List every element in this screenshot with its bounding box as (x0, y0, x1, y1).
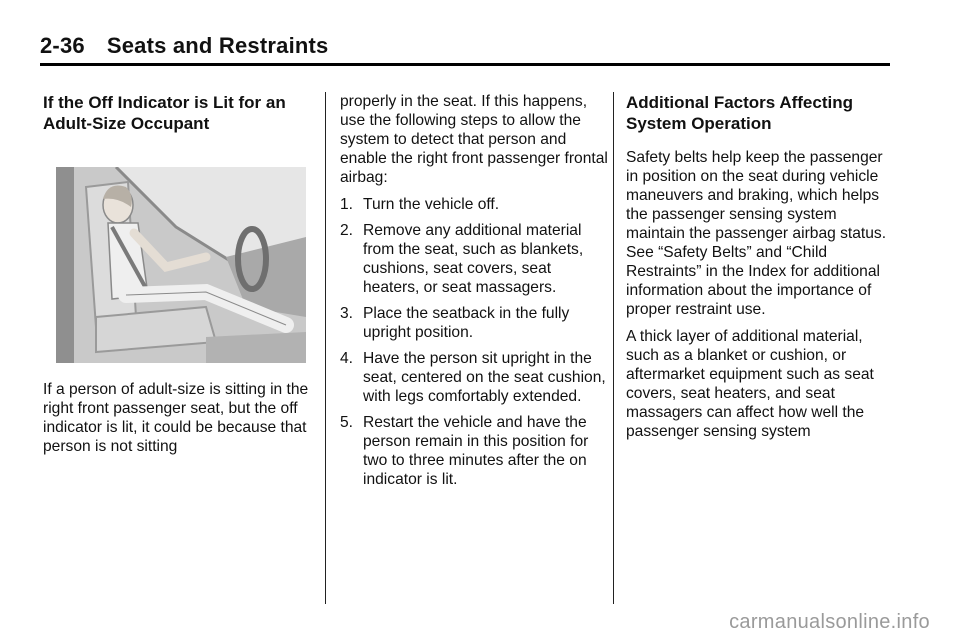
header-title (40, 33, 890, 59)
step-number: 3. (340, 305, 354, 322)
body-paragraph-thick-layer: A thick layer of additional material, such as a blanket or cushion, or aftermarket equipment such as seat covers, seat heaters, and seat massagers can affect how well the passenger sensing system (626, 328, 874, 440)
steps-intro-paragraph: properly in the seat. If this happens, use the following steps to allow the system to detect that person and enable the right front passenger frontal airbag: (340, 93, 608, 186)
step-item (340, 349, 610, 406)
step-item (340, 221, 610, 297)
step-text: Have the person sit upright in the seat, centered on the seat cushion, with legs comfortably extended. (363, 350, 606, 405)
header-rule (40, 63, 890, 66)
column-3 (626, 92, 891, 441)
page-number: 2-36 (40, 33, 85, 58)
section-title: Seats and Restraints (106, 33, 329, 58)
column-1 (43, 92, 313, 456)
step-text: Restart the vehicle and have the person remain in this position for two to three minutes after the on indicator is lit. (363, 414, 589, 488)
step-text: Remove any additional material from the seat, such as blankets, cushions, seat covers, seat heaters, or seat massagers. (363, 222, 584, 296)
body-paragraph-adult-size: If a person of adult-size is sitting in the right front passenger seat, but the off indicator is lit, it could be because that person is not sitting (43, 381, 309, 455)
section-heading-additional-factors: Additional Factors Affecting System Operation (626, 93, 853, 133)
passenger-seated-illustration (56, 167, 306, 363)
step-number: 1. (340, 196, 354, 213)
step-number: 4. (340, 350, 354, 367)
column-divider-2 (613, 92, 614, 604)
passenger-illustration-svg (56, 167, 306, 363)
step-number: 2. (340, 222, 354, 239)
section-heading-off-indicator: If the Off Indicator is Lit for an Adult-Size Occupant (43, 93, 286, 133)
column-2 (340, 92, 610, 496)
step-text: Turn the vehicle off. (363, 196, 500, 213)
body-paragraph-safety-belts: Safety belts help keep the passenger in position on the seat during vehicle maneuvers and braking, which helps the passenger sensing system maintain the passenger airbag status. See “Safety Belts” and “Child Restraints” in the Index for additional information about the importance of proper restraint use. (626, 149, 887, 318)
step-item (340, 304, 610, 342)
page-header (40, 33, 890, 59)
step-item (340, 413, 610, 489)
column-divider-1 (325, 92, 326, 604)
watermark: carmanualsonline.info (729, 611, 930, 633)
step-text: Place the seatback in the fully upright position. (363, 305, 570, 341)
steps-list (340, 195, 610, 489)
step-item (340, 195, 610, 214)
step-number: 5. (340, 414, 354, 431)
